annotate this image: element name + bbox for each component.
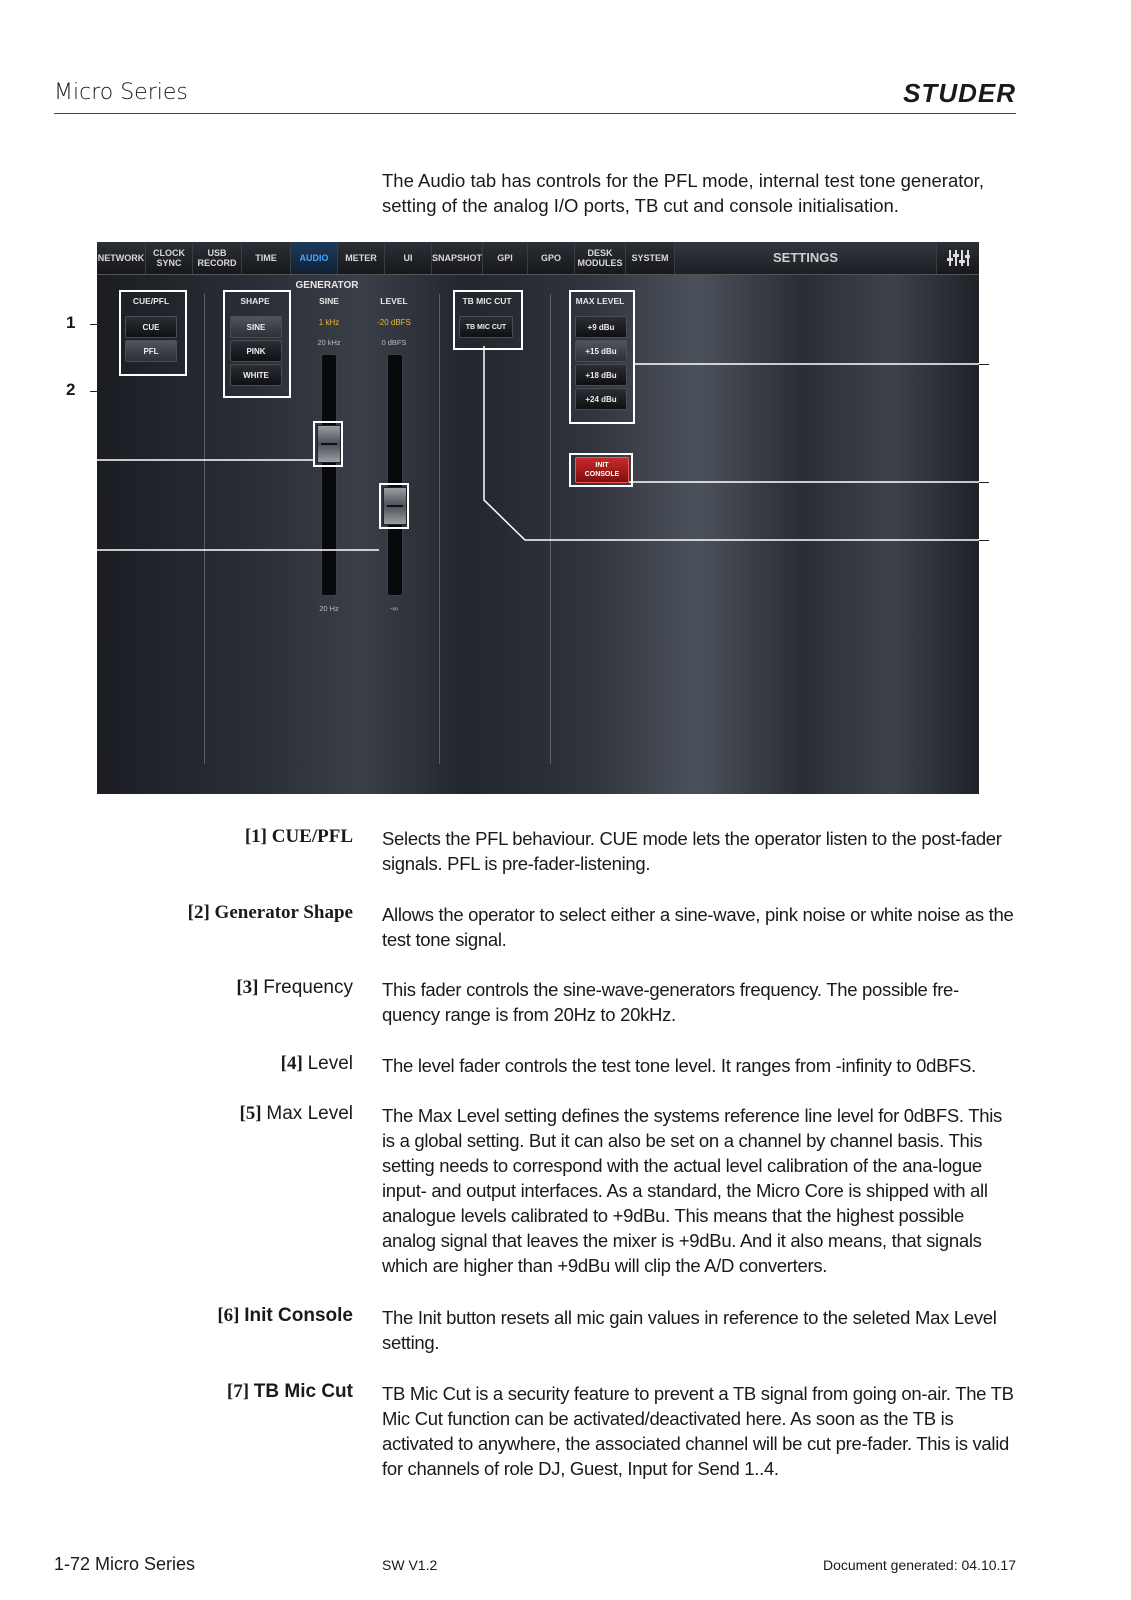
- tab-gpo[interactable]: GPO: [528, 242, 575, 274]
- white-button[interactable]: WHITE: [230, 364, 282, 386]
- def-init-console: The Init button resets all mic gain values in reference to the seleted Max Level setting.: [382, 1307, 997, 1353]
- def-max-level: The Max Level setting defines the systems reference line level for 0dBFS. This is a global setting. But it can also be set on a channel by channel basis. This setting needs to correspond with the actual level calibration of the ana-logue input- and output interfaces. As a standard, the Micro Core is shipped with all analogue levels calibrated to +9dBu. This means that the highest possible analog signal that leaves the mixer is +9dBu. And it also means, that signals which are higher than +9dBu will clip the A/D converters.: [382, 1105, 1002, 1276]
- tab-time[interactable]: TIME: [242, 242, 291, 274]
- def-level: The level fader controls the test tone level. It ranges from -infinity to 0dBFS.: [382, 1055, 976, 1076]
- separator: [204, 294, 205, 764]
- fader-icon: [946, 248, 970, 268]
- footer-generated: Document generated: 04.10.17: [822, 1557, 1016, 1573]
- pfl-button[interactable]: PFL: [125, 340, 177, 362]
- sine-label: SINE: [319, 296, 339, 306]
- sine-value: 1 kHz: [318, 318, 340, 327]
- header-rule: [54, 113, 1016, 114]
- tab-usb-record[interactable]: USB RECORD: [193, 242, 242, 274]
- def-frequency: This fader controls the sine-wave-generators frequency. The possible fre-quency range is from 20Hz to 20kHz.: [382, 979, 959, 1025]
- mixer-icon[interactable]: [937, 242, 979, 274]
- shape-label: SHAPE: [240, 296, 270, 306]
- footer-page: 1-72 Micro Series: [54, 1554, 196, 1574]
- init-console-button[interactable]: INIT CONSOLE: [575, 457, 629, 483]
- def-cue-pfl: Selects the PFL behaviour. CUE mode lets the operator listen to the post-fader signals. PFL is pre-fader-listening.: [382, 828, 1002, 874]
- settings-title: SETTINGS: [675, 242, 937, 274]
- term-init-console: [6] Init Console: [217, 1305, 353, 1326]
- level-min-label: -∞: [390, 604, 398, 613]
- term-max-level: [5] Max Level: [239, 1103, 353, 1124]
- callout-number-1: 1: [66, 313, 76, 332]
- pink-button[interactable]: PINK: [230, 340, 282, 362]
- audio-settings-screenshot: [97, 242, 979, 794]
- sine-min-label: 20 Hz: [319, 604, 339, 613]
- level-fader-track[interactable]: [387, 354, 403, 596]
- term-tb-mic-cut: [7] TB Mic Cut: [226, 1381, 353, 1402]
- tb-mic-cut-label: TB MIC CUT: [462, 296, 512, 306]
- tab-ui[interactable]: UI: [385, 242, 432, 274]
- separator: [550, 294, 551, 764]
- term-level: [4] Level: [280, 1053, 353, 1074]
- tab-system[interactable]: SYSTEM: [626, 242, 675, 274]
- sine-button[interactable]: SINE: [230, 316, 282, 338]
- callout-line-5: [979, 364, 989, 365]
- max-level-15-button[interactable]: +15 dBu: [575, 340, 627, 362]
- sine-fader-track[interactable]: [321, 354, 337, 596]
- term-frequency: [3] Frequency: [236, 977, 353, 998]
- tb-mic-cut-button[interactable]: TB MIC CUT: [459, 316, 513, 338]
- max-level-label: MAX LEVEL: [575, 296, 625, 306]
- tb-mic-cut-highlight: [453, 290, 523, 350]
- tab-audio[interactable]: AUDIO: [291, 242, 338, 274]
- tab-bar: [97, 242, 979, 275]
- tab-gpi[interactable]: GPI: [483, 242, 528, 274]
- footer-version: SW V1.2: [382, 1557, 438, 1573]
- cue-pfl-label: CUE/PFL: [132, 296, 170, 306]
- shape-highlight: [223, 290, 291, 398]
- sine-max-label: 20 kHz: [317, 338, 341, 347]
- cue-pfl-highlight: [119, 290, 187, 376]
- level-fader-highlight: [379, 483, 409, 529]
- separator: [439, 294, 440, 764]
- generator-label: GENERATOR: [295, 280, 359, 291]
- def-tb-mic-cut: TB Mic Cut is a security feature to prevent a TB signal from going on-air. The TB Mic Cut function can be activated/deactivated here. As soon as the TB is activated to anywhere, the associated channel will be cut pre-fader. This is valid for channels of role DJ, Guest, Input for Send 1..4.: [382, 1383, 1014, 1479]
- level-label: LEVEL: [380, 296, 408, 306]
- tab-meter[interactable]: METER: [338, 242, 385, 274]
- max-level-18-button[interactable]: +18 dBu: [575, 364, 627, 386]
- callout-line-6: [979, 482, 989, 483]
- tab-network[interactable]: NETWORK: [97, 242, 146, 274]
- term-cue-pfl: [1] CUE/PFL: [244, 826, 353, 847]
- max-level-24-button[interactable]: +24 dBu: [575, 388, 627, 410]
- callout-number-2: 2: [66, 380, 76, 399]
- term-generator-shape: [2] Generator Shape: [187, 902, 353, 923]
- intro-paragraph: The Audio tab has controls for the PFL mode, internal test tone generator, setting of the analog I/O ports, TB cut and console initialisation.: [382, 170, 984, 216]
- init-console-highlight: [569, 453, 633, 487]
- sine-fader-highlight: [313, 421, 343, 467]
- tab-desk-modules[interactable]: DESK MODULES: [575, 242, 626, 274]
- def-generator-shape: Allows the operator to select either a sine-wave, pink noise or white noise as the test tone signal.: [382, 904, 1014, 950]
- tab-snapshot[interactable]: SNAPSHOT: [432, 242, 483, 274]
- max-level-highlight: [569, 290, 635, 424]
- cue-button[interactable]: CUE: [125, 316, 177, 338]
- header-title: Micro Series: [54, 80, 188, 105]
- tab-clock-sync[interactable]: CLOCK SYNC: [146, 242, 193, 274]
- max-level-9-button[interactable]: +9 dBu: [575, 316, 627, 338]
- studer-logo: STUDER: [903, 78, 1016, 108]
- level-value: -20 dBFS: [377, 318, 411, 327]
- level-max-label: 0 dBFS: [381, 338, 407, 347]
- callout-line-7: [979, 540, 989, 541]
